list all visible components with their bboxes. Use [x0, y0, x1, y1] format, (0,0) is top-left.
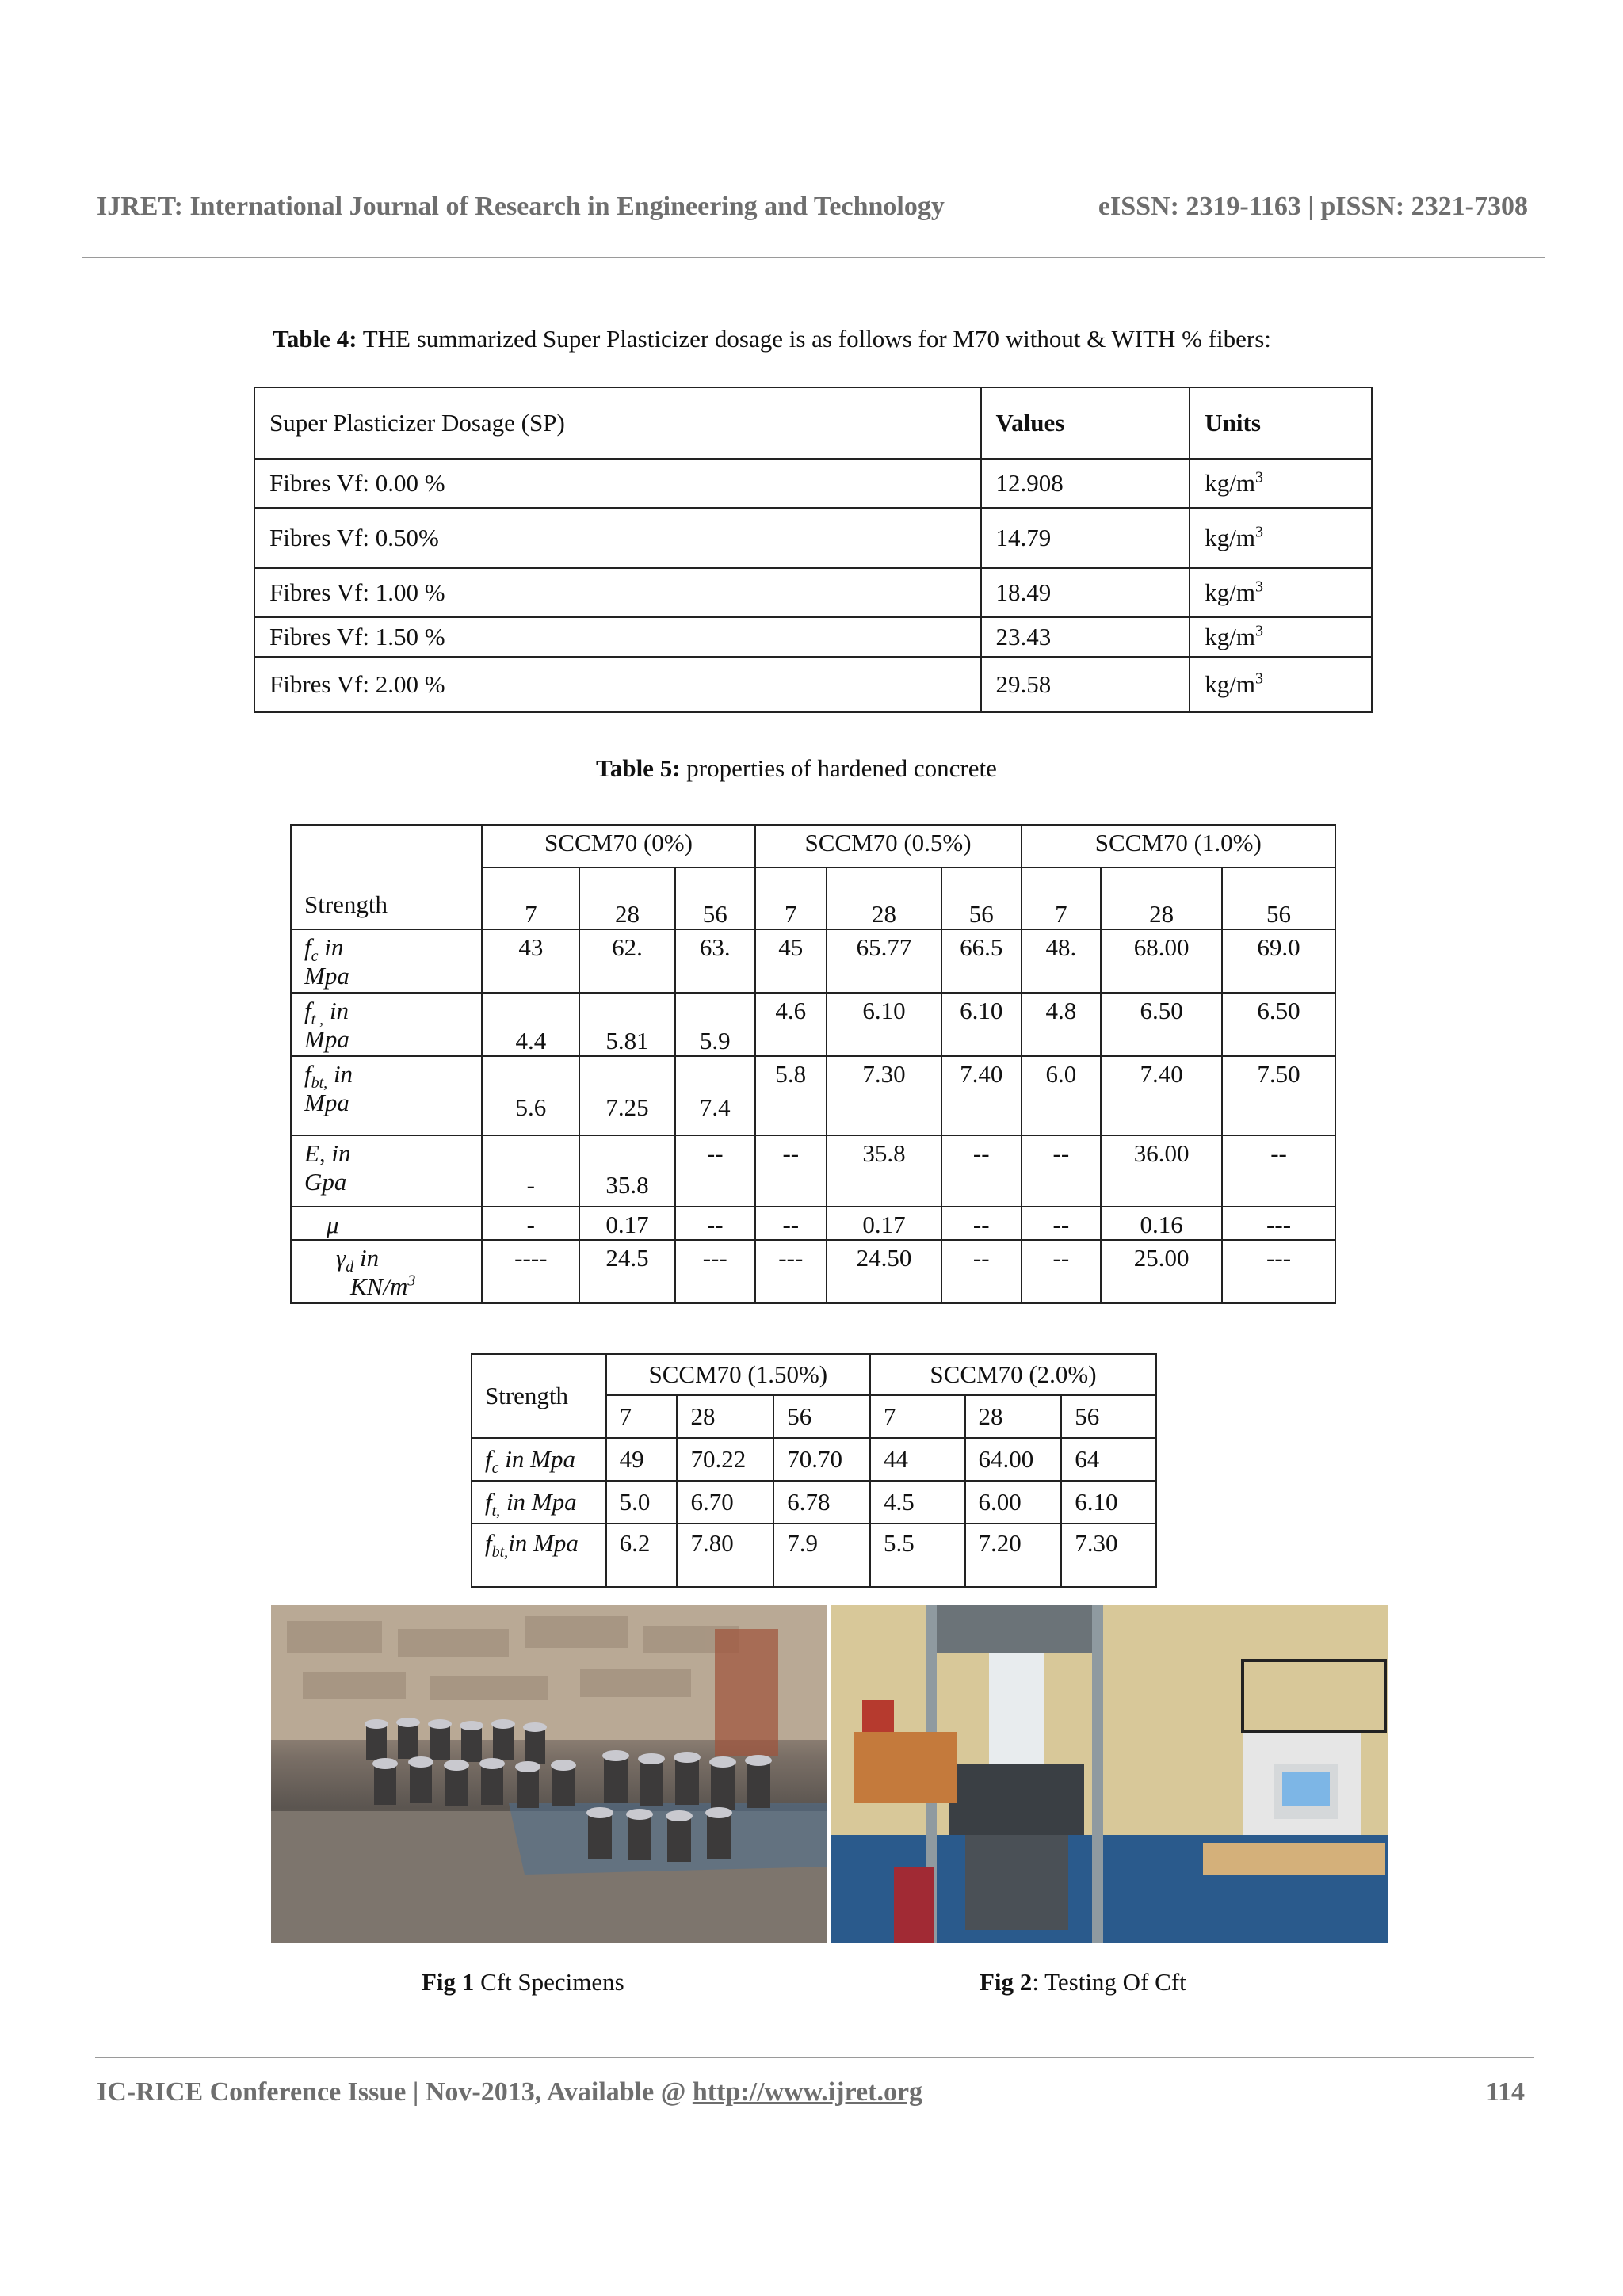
table6-cell: 6.10: [1061, 1481, 1156, 1524]
table6: [471, 1353, 1157, 1588]
journal-title: IJRET: International Journal of Research in Engineering and Technology: [97, 192, 945, 221]
table5: [290, 824, 1336, 1304]
table5-cell: 48.: [1022, 929, 1102, 993]
table5-caption-text: properties of hardened concrete: [680, 754, 997, 782]
table6-cell: 5.5: [870, 1524, 965, 1587]
table4-value: 12.908: [981, 459, 1190, 508]
table5-cell: 36.00: [1101, 1135, 1222, 1207]
table6-row-label: $f_{bt,}in$ Mpa: [472, 1524, 606, 1587]
table5-cell: 6.0: [1022, 1056, 1102, 1135]
table5-cell: --: [1022, 1135, 1102, 1207]
table6-cell: 7.30: [1061, 1524, 1156, 1587]
table4-header-dosage: Super Plasticizer Dosage (SP): [254, 387, 981, 459]
fig1-caption-text: Cft Specimens: [474, 1968, 624, 1996]
table5-cell: 4.4: [482, 993, 579, 1056]
table5-cell: 7.50: [1222, 1056, 1335, 1135]
table5-cell: 35.8: [579, 1135, 675, 1207]
table5-row-label: μ: [291, 1207, 482, 1240]
table5-row-label: $f_{t ,}$ in Mpa: [291, 993, 482, 1056]
table5-caption: [596, 754, 997, 783]
table-row: [254, 657, 1372, 712]
table5-cell: 6.50: [1222, 993, 1335, 1056]
footer-text: [97, 2077, 922, 2107]
cft-specimens-photo: [271, 1605, 827, 1943]
table5-cell: 43: [482, 929, 579, 993]
table-row: [472, 1438, 1156, 1481]
cft-specimens-illustration: [271, 1605, 827, 1943]
table5-cell: --: [941, 1207, 1022, 1240]
table6-cell: 7.20: [965, 1524, 1062, 1587]
journal-link[interactable]: http://www.ijret.org: [692, 2077, 923, 2107]
table5-cell: 7.25: [579, 1056, 675, 1135]
table4-dosage: Fibres Vf: 0.50%: [254, 508, 981, 568]
table-row: [254, 617, 1372, 657]
table4: [254, 387, 1373, 713]
table6-cell: 7.80: [677, 1524, 773, 1587]
table5-day: 56: [941, 868, 1022, 929]
header-divider: [82, 257, 1545, 258]
table5-caption-label: Table 5:: [596, 754, 681, 782]
table5-cell: 35.8: [827, 1135, 941, 1207]
table5-day: 56: [675, 868, 755, 929]
table4-dosage: Fibres Vf: 0.00 %: [254, 459, 981, 508]
table5-day: 28: [579, 868, 675, 929]
table6-day: 28: [965, 1395, 1062, 1438]
table5-cell: 25.00: [1101, 1240, 1222, 1303]
table4-dosage: Fibres Vf: 1.50 %: [254, 617, 981, 657]
table5-day: 7: [482, 868, 579, 929]
table5-group-row: [291, 825, 1335, 868]
table5-cell: 7.30: [827, 1056, 941, 1135]
table-row: [291, 929, 1335, 993]
table5-cell: --: [941, 1135, 1022, 1207]
table5-cell: 7.40: [941, 1056, 1022, 1135]
table5-cell: --: [675, 1207, 755, 1240]
table5-cell: 24.5: [579, 1240, 675, 1303]
table5-cell: -: [482, 1135, 579, 1207]
table5-cell: --: [1022, 1207, 1102, 1240]
fig2-caption: [980, 1968, 1186, 1997]
table-row: [291, 1135, 1335, 1207]
table6-cell: 7.9: [773, 1524, 870, 1587]
table5-cell: 5.9: [675, 993, 755, 1056]
table5-cell: ----: [482, 1240, 579, 1303]
table-row: [472, 1481, 1156, 1524]
table6-group: SCCM70 (1.50%): [606, 1354, 870, 1395]
table-row: [291, 1207, 1335, 1240]
table5-cell: 0.17: [827, 1207, 941, 1240]
table5-cell: 45: [755, 929, 827, 993]
table5-cell: --: [755, 1135, 827, 1207]
table-row: [472, 1524, 1156, 1587]
fig1-caption: [422, 1968, 624, 1997]
table6-cell: 49: [606, 1438, 678, 1481]
table4-unit: $kg/m^3$: [1190, 508, 1372, 568]
table6-row-label: $f_{t,}$ in Mpa: [472, 1481, 606, 1524]
table4-caption-text: THE summarized Super Plasticizer dosage is as follows for M70 without & WITH % fibers:: [357, 325, 1271, 353]
table6-cell: 6.70: [677, 1481, 773, 1524]
table5-cell: 62.: [579, 929, 675, 993]
table4-header-row: [254, 387, 1372, 459]
table6-day: 7: [606, 1395, 678, 1438]
table6-cell: 4.5: [870, 1481, 965, 1524]
cft-testing-photo: [831, 1605, 1388, 1943]
table4-value: 18.49: [981, 568, 1190, 617]
table5-cell: --: [1022, 1240, 1102, 1303]
table4-value: 14.79: [981, 508, 1190, 568]
table6-cell: 64: [1061, 1438, 1156, 1481]
table6-cell: 6.00: [965, 1481, 1062, 1524]
page-number: 114: [1485, 2077, 1525, 2107]
table4-unit: $kg/m^3$: [1190, 617, 1372, 657]
fig1-label: Fig 1: [422, 1968, 475, 1996]
table6-cell: 70.70: [773, 1438, 870, 1481]
table6-group-row: [472, 1354, 1156, 1395]
table6-row-label: $f_c$ in Mpa: [472, 1438, 606, 1481]
table6-group: SCCM70 (2.0%): [870, 1354, 1156, 1395]
table-row: [254, 568, 1372, 617]
table5-cell: 4.6: [755, 993, 827, 1056]
table4-caption-label: Table 4:: [273, 325, 357, 353]
table5-cell: 24.50: [827, 1240, 941, 1303]
table4-unit: $kg/m^3$: [1190, 568, 1372, 617]
footer-issue: IC-RICE Conference Issue | Nov-2013, Available @: [97, 2077, 693, 2107]
table5-cell: 4.8: [1022, 993, 1102, 1056]
table5-cell: ---: [1222, 1240, 1335, 1303]
table5-group: SCCM70 (1.0%): [1022, 825, 1335, 868]
table5-cell: 68.00: [1101, 929, 1222, 993]
table5-cell: 6.10: [941, 993, 1022, 1056]
table4-value: 29.58: [981, 657, 1190, 712]
table4-unit: $kg/m^3$: [1190, 459, 1372, 508]
table5-day: 56: [1222, 868, 1335, 929]
table4-unit: $kg/m^3$: [1190, 657, 1372, 712]
fig2-caption-text: : Testing Of Cft: [1032, 1968, 1186, 1996]
table6-cell: 6.78: [773, 1481, 870, 1524]
table6-cell: 5.0: [606, 1481, 678, 1524]
table5-cell: 63.: [675, 929, 755, 993]
table5-day: 28: [827, 868, 941, 929]
table-row: [254, 508, 1372, 568]
table-row: [291, 1056, 1335, 1135]
table5-cell: 5.81: [579, 993, 675, 1056]
table5-cell: --: [755, 1207, 827, 1240]
table4-caption: [273, 325, 1271, 353]
table6-strength-label: Strength: [472, 1354, 606, 1438]
table5-group: SCCM70 (0%): [482, 825, 754, 868]
table5-group: SCCM70 (0.5%): [755, 825, 1022, 868]
table4-value: 23.43: [981, 617, 1190, 657]
journal-issn: eISSN: 2319-1163 | pISSN: 2321-7308: [1098, 192, 1528, 221]
table5-day: 28: [1101, 868, 1222, 929]
table-row: [291, 1240, 1335, 1303]
table4-dosage: Fibres Vf: 1.00 %: [254, 568, 981, 617]
table-row: [254, 459, 1372, 508]
table5-cell: -: [482, 1207, 579, 1240]
table5-cell: --: [941, 1240, 1022, 1303]
table5-strength-label: Strength: [291, 825, 482, 929]
table5-cell: 0.17: [579, 1207, 675, 1240]
table5-cell: 5.8: [755, 1056, 827, 1135]
table5-cell: 66.5: [941, 929, 1022, 993]
table4-dosage: Fibres Vf: 2.00 %: [254, 657, 981, 712]
table5-cell: ---: [755, 1240, 827, 1303]
table5-cell: 0.16: [1101, 1207, 1222, 1240]
table5-cell: 6.10: [827, 993, 941, 1056]
cft-testing-illustration: [831, 1605, 1388, 1943]
table5-row-label: $\gamma_d$ in $KN/m^3$: [291, 1240, 482, 1303]
table6-cell: 70.22: [677, 1438, 773, 1481]
footer-divider: [95, 2057, 1534, 2058]
table5-cell: --: [675, 1135, 755, 1207]
table6-cell: 44: [870, 1438, 965, 1481]
table6-day: 28: [677, 1395, 773, 1438]
table6-day: 56: [773, 1395, 870, 1438]
table6-cell: 6.2: [606, 1524, 678, 1587]
table5-cell: ---: [1222, 1207, 1335, 1240]
table5-cell: --: [1222, 1135, 1335, 1207]
table5-cell: 5.6: [482, 1056, 579, 1135]
table6-day: 7: [870, 1395, 965, 1438]
table5-cell: 6.50: [1101, 993, 1222, 1056]
table4-header-units: Units: [1190, 387, 1372, 459]
table5-row-label: $f_c$ in Mpa: [291, 929, 482, 993]
table-row: [291, 993, 1335, 1056]
table5-cell: 7.40: [1101, 1056, 1222, 1135]
table5-cell: ---: [675, 1240, 755, 1303]
table4-header-values: Values: [981, 387, 1190, 459]
table5-day: 7: [1022, 868, 1102, 929]
table5-cell: 69.0: [1222, 929, 1335, 993]
table6-day: 56: [1061, 1395, 1156, 1438]
fig2-label: Fig 2: [980, 1968, 1033, 1996]
table6-cell: 64.00: [965, 1438, 1062, 1481]
table5-day: 7: [755, 868, 827, 929]
table5-row-label: E, in Gpa: [291, 1135, 482, 1207]
table5-cell: 65.77: [827, 929, 941, 993]
table5-row-label: $f_{bt,}$ in Mpa: [291, 1056, 482, 1135]
table5-cell: 7.4: [675, 1056, 755, 1135]
